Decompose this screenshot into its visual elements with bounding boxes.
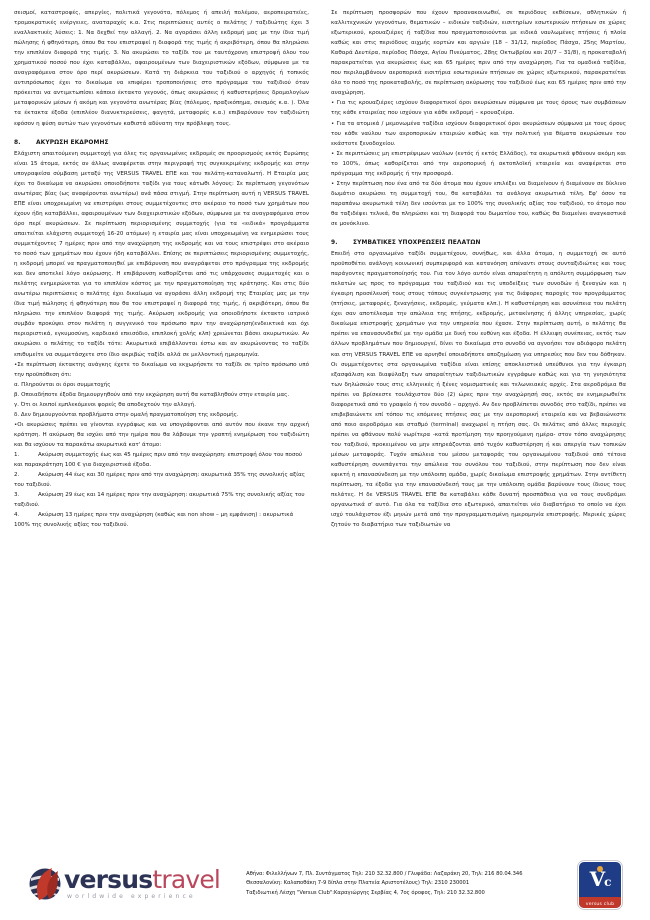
cancellation-rule-3-number: 3. (14, 492, 20, 499)
left-column (14, 8, 309, 530)
lettered-item-b: β. Οποιαδήποτε έξοδα δημιουργηθούν από την εκχώρηση αυτή θα καταβληθούν στην εταιρία μας. (14, 391, 290, 398)
versus-club-badge (578, 861, 620, 907)
versus-travel-logo (28, 867, 220, 901)
right-bullet-2: • Για τα ατομικά / μεμονωμένα ταξίδια ισχύουν διαφορετικοί όροι ακυρώσεων σύμφωνα με τους όρους του κάθε ναύλου των αεροπορικών εταιριών καθώς και την πολιτική για θέματα ακυρώσεων του εκάστοτε ξενοδοχείου. (331, 120, 626, 147)
badge-letter-v: V (589, 867, 605, 891)
lettered-item-c: γ. Ότι οι λοιποί εμπλεκόμενοι φορείς θα αποδεχτούν την αλλαγή. (14, 401, 196, 408)
right-column (331, 8, 626, 530)
cancellation-rule-4 (14, 510, 309, 530)
right-bullet-3: • Σε περιπτώσεις μη επιστρέψιμων ναύλων (εντός ή εκτός Ελλάδος), τα ακυρωτικά φθάνουν ακόμη και το 100%, όπως καθορίζεται από την αεροπορική ή ακτοπλοϊκή εταιρεία και αναφέρεται στο πρόγραμμα της εκδρομής ή την προσφορά. (331, 150, 626, 177)
section-8-paragraph: Ελάχιστη απαιτούμενη συμμετοχή για όλες τις οργανωμένες εκδρομές σε προορισμούς εκτός Ευρώπης είναι 15 άτομα, εκτός αν άλλως αναφέρεται στην περιγραφή της συγκεκριμένης εκδρομής και στην υπογραφείσα σύμβαση μεταξύ της VERSUS TRAVEL ΕΠΕ και του πελάτη-καταναλωτή. Η Εταιρία μας έχει το δικαίωμα να ακυρώσει οποιοδήποτε ταξίδι για τους κάτωθι λόγους: Σε περίπτωση γεγονότων ανωτέρας βίας (ως αναφέρονται ανωτέρω) ανά πάσα στιγμή. Στην περίπτωση αυτή η VERSUS TRAVEL ΕΠΕ είναι υποχρεωμένη να επιστρέψει στους συμμετέχοντες στο ακέραιο το ποσό των χρημάτων που έχουν ήδη καταβάλλει, αφαιρουμένων των διαχειριστικών εξόδων, σύμφωνα με τα αναγραφόμενα στον όρο περί ακυρώσεων. Σε περίπτωση περιορισμένης συμμετοχής (για τα «ειδικά» προγράμματα απαιτείται ελάχιστη συμμετοχή 16-20 ατόμων) η εταιρία μας είναι υποχρεωμένη να ενημερώσει τους συμμετέχοντες 7 ημέρες πριν από την αναχώρηση της εκδρομής και να τους επιστρέψει στο ακέραιο το ποσό των χρημάτων που έχουν ήδη καταβάλλει. Επίσης σε περιπτώσεις περιορισμένης συμμετοχής, η εκδρομή μπορεί να πραγματοποιηθεί με επιβάρυνση που αναγράφεται στο πρόγραμμα της εκδρομής και δεν αποτελεί λόγο ακύρωσης. Η επιβάρυνση καθορίζεται από τις υπάρχουσες συμμετοχές και ο πελάτης ενημερώνεται για το επιπλέον κόστος με την πραγματοποίηση της κράτησης. Και στις δύο ανωτέρω περιπτώσεις ο πελάτης έχει δικαίωμα να αγοράσει άλλη εκδρομή της Εταιρίας μας με την ίδια τιμή πώλησης ή φθηνότερη που θα του επιστραφεί η διαφορά της τιμής, ή ακριβότερη, όπου θα πληρώσει την επιπλέον διαφορά της τιμής. Ακύρωση εκδρομής για οποιοδήποτε έκτακτο ιατρικό συμβάν προκύψει στον πελάτη η συγγενικό του πρόσωπο πριν την αναχώρηση(ενδεικτικά και όχι περιοριστικά, εγκυμοσύνη, καρδιακό επεισόδιο, επιπλοκή χολής κλπ) χρεώνεται βάσει ακυρωτικών. Αν ακυρώσει ο πελάτης το ταξίδι τότε: Ακυρωτικά επιβάλλονται έστω και αν ακυρώνοντας το ταξίδι επιθυμείτε να συμμετάσχετε στο ίδιο ακριβώς ταξίδι αλλά σε μελλοντική ημερομηνία. (14, 150, 309, 358)
section-8-bullet-2: •Οι ακυρώσεις πρέπει να γίνονται εγγράφως και να υπογράφονται από αυτόν που έκανε την αρχική κράτηση. Η ακύρωση θα ισχύει από την ημέρα που θα λάβουμε την γραπτή ενημέρωση του ταξιδιώτη και θα ισχύουν τα παρακάτω ακυρωτικά κατ' άτομο: (14, 421, 309, 448)
cancellation-rule-4-text: Ακύρωση 13 ημέρες πριν την αναχώρηση (καθώς και non show – μη εμφάνιση) : ακυρωτικά 100% της συνολικής αξίας του ταξιδιού. (14, 512, 294, 529)
right-bullet-1: • Για τις κρουαζιέρες ισχύουν διαφορετικοί όροι ακυρώσεων σύμφωνα με τους όρους των συμβάσεων της κάθε εταιρείας που ισχύουν για κάθε εκδρομή – κρουαζιέρα. (331, 100, 626, 117)
badge-letters (579, 869, 621, 893)
cancellation-rule-2-text: Ακύρωση 44 έως και 30 ημέρες πριν από την αναχώρηση: ακυρωτικά 35% της συνολικής αξίας του ταξιδιού. (14, 472, 306, 489)
section-8-number: 8. (14, 139, 21, 146)
cancellation-rule-2-number: 2. (14, 472, 20, 479)
contact-line-athens: Αθήνα: Φιλελλήνων 7, Πλ. Συντάγματος Τηλ: 210 32.32.800 / Γλυφάδα: Λαζαράκη 20, Τηλ: 216 80.04.346 (246, 870, 523, 877)
cancellation-rule-1 (14, 450, 309, 470)
right-intro-paragraph: Σε περίπτωση προσφορών που έχουν προανακοινωθεί, σε περιόδους εκθέσεων, αθλητικών ή καλλιτεχνικών γεγονότων, θεματικών – ειδικών ταξιδιών, εισιτηρίων εσωτερικών πτήσεων σε χώρες εξωτερικού, κρουαζιέρες ή ταξίδια που πραγματοποιούνται με ειδικά ναυλωμένες πτήσεις ή πλοία καθώς και στις περιόδους αιχμής εορτών και αργιών (18 – 31/12, περίοδος Πάσχα, 25ης Μαρτίου, Καθαρά Δευτέρα, περίοδος Πάσχα, Αγίου Πνεύματος, 28ης Οκτωβρίου και 20/7 – 31/8), η προκαταβολή παρακρατείται για ακυρώσεις έως και 65 ημέρες πριν από την αναχώρηση. Για τα ομαδικά ταξίδια, που περιλαμβάνουν αεροπορικά εισιτήρια εσωτερικών πτήσεων σε χώρες εξωτερικού, παρακρατείται όλο το ποσό της προκαταβολής, σε περίπτωση ακύρωσης του ταξιδιού έως και 65 ημέρες πριν από την αναχώρηση. (331, 10, 626, 97)
section-8-title: ΑΚΥΡΩΣΗ ΕΚΔΡΟΜΗΣ (36, 139, 109, 146)
logo-wordmark (64, 867, 220, 900)
page-footer (0, 848, 650, 920)
section-8-heading (14, 138, 309, 148)
lettered-item-a: α. Πληρούνται οι όροι συμμετοχής (14, 381, 111, 388)
logo-tagline: worldwide experience (67, 893, 196, 901)
section-9-paragraph: Επειδή στο οργανωμένο ταξίδι συμμετέχουν, συνήθως, και άλλα άτομα, η συμμετοχή σε αυτό προϋποθέτει ανάλογη κοινωνική συμπεριφορά και κατανόηση απέναντι στους συνταξιδιώτες και τους παράγοντες πραγματοποίησής του. Για τον λόγο αυτόν είναι απαραίτητη η απόλυτη συμμόρφωση των πελατών ως προς το πρόγραμμα του ταξιδιού και τις υποδείξεις των συνοδών ή ξεναγών και η έγκαιρη προσέλευσή τους στους τόπους συγκέντρωσης για τις διάφορες παροχές του προγράμματος (πτήσεις, μεταφορές, ξεναγήσεις, εκδρομές, γεύματα κλπ.). Η καθυστέρηση και ασυνέπεια του πελάτη έχει σαν αποτέλεσμα την απώλεια της πτήσης, εκδρομής, μετακίνησης ή άλλης υπηρεσίας, χωρίς δικαίωμα επιστροφής χρημάτων για την υπηρεσία που έχασε. Στην περίπτωση αυτή, ο πελάτης θα πρέπει να επανασυνδεθεί με την ομάδα με δική του ευθύνη και έξοδα. Η έλλειψη συνέπειας, εκτός των άλλων προβλημάτων που δημιουργεί, δίνει το δικαίωμα στο συνοδό να αγνοήσει τον αδιάφορο πελάτη και στη VERSUS TRAVEL ΕΠΕ να αρνηθεί οποιαδήποτε αποζημίωση για υπηρεσίες που δεν του δόθηκαν. Οι συμμετέχοντες στα οργανωμένα ταξίδια είναι επίσης αποκλειστικά υπεύθυνοι για την έγκαιρη εξασφάλιση και διαφύλαξη των απαραίτητων ταξιδιωτικών εγγράφων καθώς και για τη γνησιότητα των δηλώσεών τους στις ελληνικές ή ξένες νομισματικές και τελωνειακές αρχές. Στα αεροδρόμια θα πρέπει να βρίσκεστε τουλάχιστον δύο (2) ώρες πριν την αναχώρησή σας, εκτός αν ενημερωθείτε διαφορετικά από το γραφείο ή τον συνοδό – αρχηγό. Αν δεν προβλέπεται συνοδός στο ταξίδι, πρέπει να επιβεβαιώνετε επί τόπου τις επόμενες πτήσεις σας με την αεροπορική εταιρεία και να βεβαιώνεστε από ποιο αεροδρόμιο και σταθμό (terminal) αναχωρεί η πτήση σας. Οι πελάτες από άλλες περιοχές πρέπει να φθάνουν πολύ νωρίτερα -κατά προτίμηση την προηγούμενη ημέρα- στον τόπο αναχώρησης του ταξιδιού, προκειμένου να μην επηρεάζονται από τυχόν καθυστέρηση ή και απεργία των τοπικών μέσων μεταφοράς. Τυχόν απώλεια του μέσου μεταφοράς του οργανωμένου ταξιδιού από τέτοια καθυστέρηση συνεπάγεται την απώλεια του συνόλου του ταξιδιού, στην περίπτωση που δεν είναι εφικτή η επανασύνδεση με την υπόλοιπη ομάδα, χωρίς δικαίωμα επιστροφής χρημάτων. Στην αντίθετη περίπτωση, τα έξοδα για την επανασύνδεσή τους με την υπόλοιπη ομάδα βαρύνουν τους ίδιους τους πελάτες. Η δε VERSUS TRAVEL ΕΠΕ θα καταβάλει κάθε δυνατή προσπάθεια για να τους συνδράμει οργανωτικά σ' αυτό. Για όλα τα ταξίδια στο εξωτερικό, απαιτείται νέο διαβατήριο το οποίο να έχει ισχύ τουλάχιστον έξι μηνών μετά από την προγραμματισμένη ημερομηνία επιστροφής. Μερικές χώρες ζητούν το διαβατήριο των ταξιδιωτών να (331, 251, 626, 529)
section-9-heading (331, 238, 626, 248)
globe-swoosh-icon (28, 867, 62, 901)
logo-text-line (64, 865, 221, 895)
section-9-number: 9. (331, 240, 338, 247)
cancellation-rule-1-text: Ακύρωση συμμετοχής έως και 45 ημέρες πριν από την αναχώρηση: επιστροφή όλου του ποσού και παρακράτηση 100 € για διαχειριστικά έξοδα. (14, 451, 303, 469)
section-9-title: ΣΥΜΒΑΤΙΚΕΣ ΥΠΟΧΡΕΩΣΕΙΣ ΠΕΛΑΤΩΝ (353, 240, 481, 247)
cancellation-rule-3-text: Ακύρωση 29 έως και 14 ημέρες πριν την αναχώρηση: ακυρωτικά 75% της συνολικής αξίας του ταξιδιού. (14, 492, 305, 509)
two-column-layout (14, 8, 636, 530)
cancellation-rule-3 (14, 490, 309, 510)
versus-club-badge-body (578, 861, 622, 909)
contact-line-thessaloniki: Θεσσαλονίκη: Καλαποθάκη 7-9 δίπλα στην Πλατεία Αριστοτέλους) Τηλ: 2310 230001 (246, 880, 470, 887)
section-8-bullet-1: •Σε περίπτωση έκτακτης ανάγκης έχετε το δικαίωμα να εκχωρήσετε το ταξίδι σε τρίτο πρόσωπο υπό την προϋπόθεση ότι: (14, 361, 309, 378)
badge-caption: versus club (585, 901, 615, 907)
cancellation-rule-2 (14, 470, 309, 490)
contact-line-versus-club: Ταξιδιωτική Λέσχη "Versus Club":Καραγιώργης Σερβίας 4, 7ος όροφος, Τηλ: 210 32.32.800 (246, 889, 485, 896)
cancellation-rule-4-number: 4. (14, 512, 20, 519)
contact-info (246, 870, 578, 899)
cancellation-rule-1-number: 1. (14, 451, 20, 458)
logo-name-part-1: versus (64, 865, 153, 895)
right-bullet-4: • Στην περίπτωση που ένα από τα δύο άτομα που έχουν επιλέξει να διαμείνουν ή διαμένουν σε δίκλινο δωμάτιο ακυρώσει τη συμμετοχή του, θα καταβάλει τα ανάλογα ακυρωτικά τέλη. Εφ' όσον τα παραπάνω ακυρωτικά τέλη δεν ισούνται με το 100% της συνολικής αξίας του ταξιδιού, το άτομο που θα ταξιδέψει τελικά, θα πληρώσει και τη διαφορά του δωματίου του, καθώς θα διαμείνει αναγκαστικά σε μονόκλινο. (331, 180, 626, 227)
badge-letter-c: c (604, 875, 611, 889)
intro-paragraph: σεισμοί, καταστροφές, απεργίες, πολιτικά γεγονότα, πόλεμος ή απειλή πολέμου, αεροπειρατείες, τρομοκρατικές ενέργειες, αναταραχές κ.α. Στις περιπτώσεις αυτές ο πελάτης / ταξιδιώτης έχει 3 εναλλακτικές λύσεις: 1. Να δεχθεί την αλλαγή. 2. Να αγοράσει άλλη εκδρομή μας με την ίδια τιμή πώλησης ή φθηνότερη, όπου θα του επιστραφεί η διαφορά της τιμής ή ακριβότερη, όπου θα πληρώσει την επιπλέον διαφορά της τιμής. 3. Να ακυρώσει το ταξίδι του με ταυτόχρονη επιστροφή όλου του χρηματικού ποσού που έχει καταβάλλει, αφαιρουμένων των διαχειριστικών εξόδων, σύμφωνα με τα αναγραφόμενα στον όρο περί ακυρώσεων. Κατά τη διάρκεια του ταξιδιού ο αρχηγός ή τοπικός αντιπρόσωπος έχει το δικαίωμα να επιφέρει τροποποιήσεις στο πρόγραμμα του ταξιδιού όταν πρόκειται να αντιμετωπίσει κάποιο έκτακτο γεγονός, όπως ακυρώσεις ή καθυστερήσεις δρομολογίων μεταφορικών μέσων ή ακόμη και γεγονότα ανωτέρας βίας (πόλεμος, πραξικόπημα, σεισμός κ.α. ). Όλα τα έκτακτα έξοδα (επιπλέον διανυκτερεύσεις, φαγητά, μεταφορές κ.α.) επιβαρύνουν τον ταξιδιώτη εφόσον η φύση αυτών των γεγονότων καθιστά αδύνατη την πρόβλεψη τους. (14, 10, 309, 127)
lettered-item-d: δ. Δεν δημιουργούνται προβλήματα στην ομαλή πραγματοποίηση της εκδρομής. (14, 411, 239, 418)
logo-name-part-2: travel (152, 865, 221, 895)
